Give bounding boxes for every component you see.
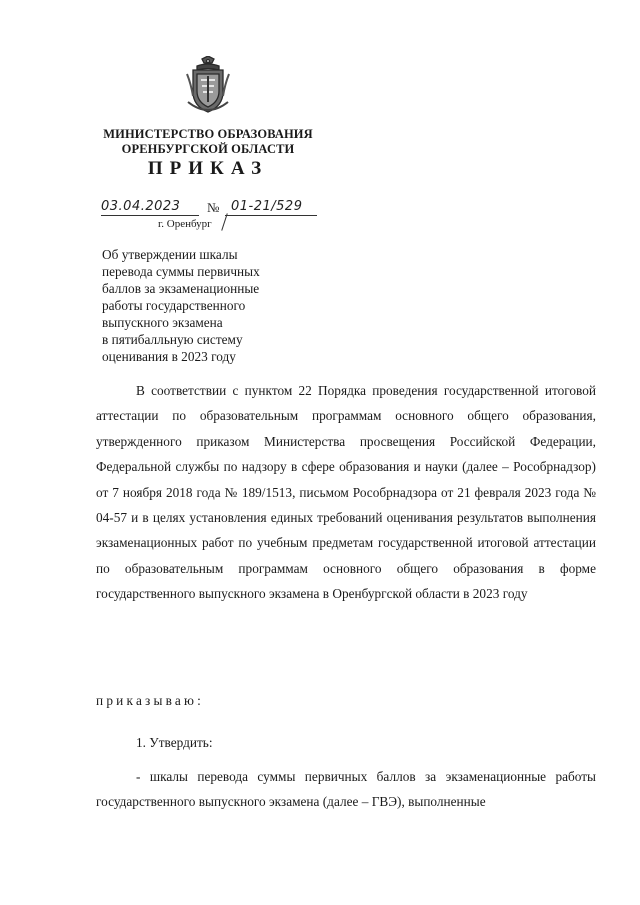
item-1-text	[96, 764, 596, 815]
subject-line: в пятибалльную систему	[102, 332, 243, 347]
subject-line: баллов за экзаменационные	[102, 281, 260, 296]
preamble	[96, 378, 596, 607]
document-type-title: ПРИКАЗ	[147, 158, 269, 179]
number-sign: №	[207, 200, 220, 215]
ministry-name	[95, 127, 321, 157]
registration-line	[101, 199, 321, 219]
order-subject	[102, 246, 322, 365]
subject-line: выпускного экзамена	[102, 315, 223, 330]
item-1-paragraph: - шкалы перевода суммы первичных баллов за экзаменационные работы государственного выпускного экзамена (далее – ГВЭ), выполненные	[96, 769, 596, 810]
subject-line: оценивания в 2023 году	[102, 349, 236, 364]
order-word: приказываю:	[96, 693, 205, 708]
number-underline	[225, 215, 317, 216]
preamble-paragraph: В соответствии с пунктом 22 Порядка проведения государственной итоговой аттестации по образовательным программам основного общего образования, утвержденного приказом Министерства просвещения Российской Федерации, Федеральной службы по надзору в сфере образования и науки (далее – Рособрнадзор) от 7 ноября 2018 года № 189/1513, письмом Рособрнадзора от 21 февраля 2023 года № 04-57 и в целях установления единых требований оценивания результатов выполнения экзаменационных работ по учебным предметам государственной итоговой аттестации по образовательным программам основного общего образования в форме государственного выпускного экзамена в Оренбургской области в 2023 году	[96, 383, 596, 602]
city-label: г. Оренбург	[158, 218, 212, 230]
order-date: 03.04.2023	[101, 199, 181, 214]
date-underline	[101, 215, 199, 216]
ministry-line-2: ОРЕНБУРГСКОЙ ОБЛАСТИ	[121, 142, 295, 156]
subject-line: Об утверждении шкалы	[102, 247, 238, 262]
subject-line: работы государственного	[102, 298, 246, 313]
item-1-heading: 1. Утвердить:	[136, 735, 213, 750]
coat-of-arms-icon	[185, 56, 231, 116]
subject-line: перевода суммы первичных	[102, 264, 260, 279]
order-number: 01-21/529	[231, 199, 303, 214]
ministry-line-1: МИНИСТЕРСТВО ОБРАЗОВАНИЯ	[103, 127, 313, 141]
